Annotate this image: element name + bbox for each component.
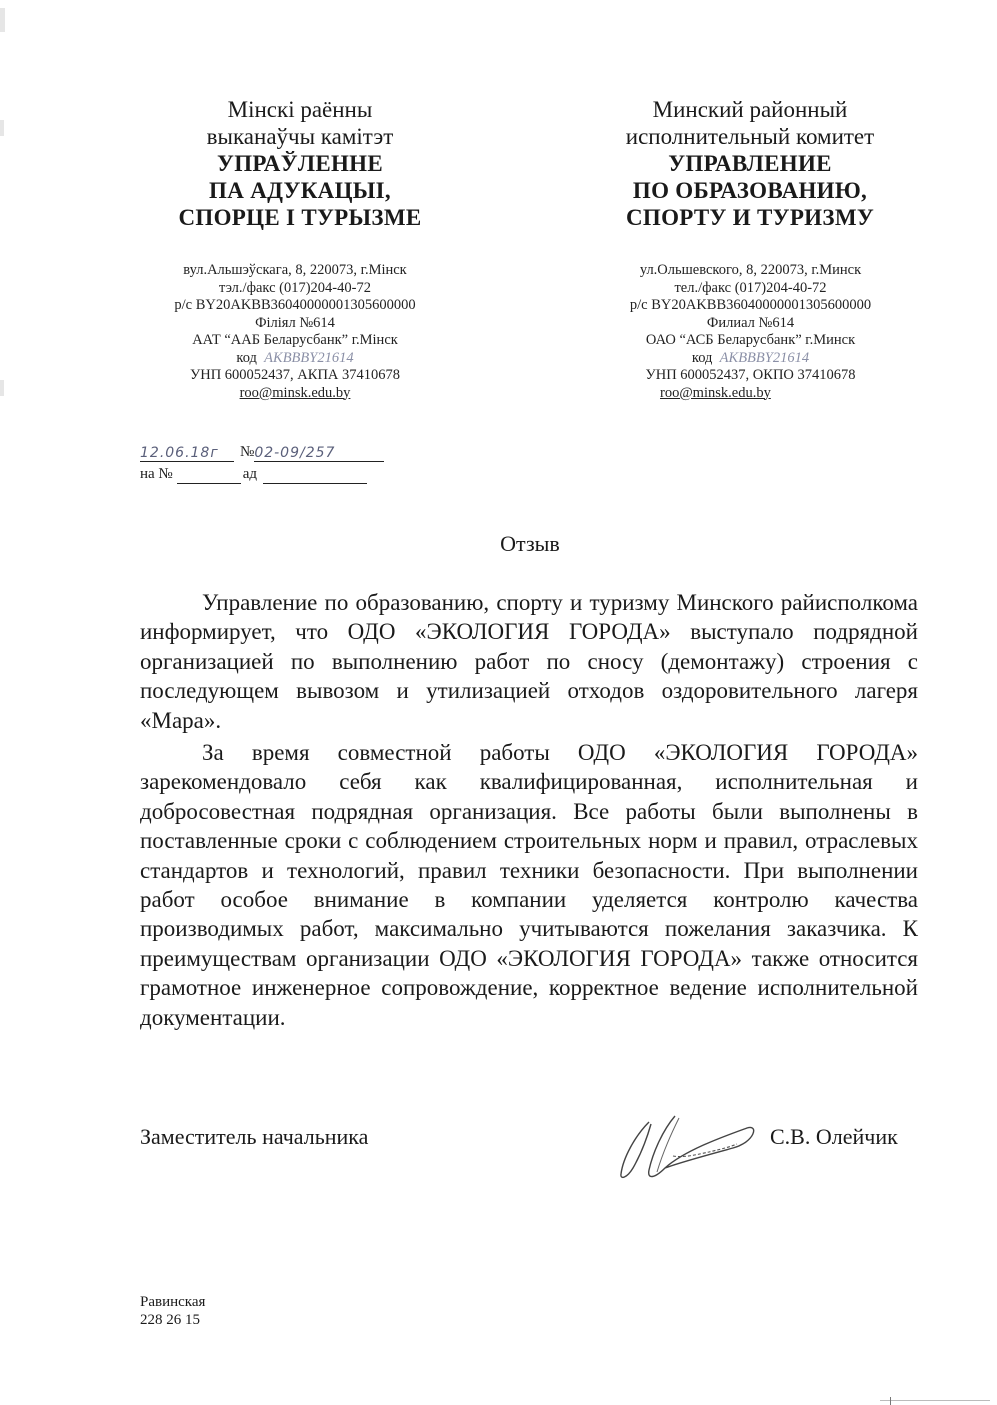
bank-branch: Філіял №614 bbox=[255, 314, 335, 331]
reply-label: на № bbox=[140, 466, 173, 482]
signatory-role: Заместитель начальника bbox=[140, 1124, 369, 1149]
org-name-line: исполнительный комитет bbox=[625, 124, 875, 149]
registration-block bbox=[140, 440, 400, 484]
reply-number-blank bbox=[177, 465, 241, 484]
letterhead-right-details bbox=[608, 262, 893, 402]
scan-artifact bbox=[0, 8, 5, 32]
bank-code-label: код bbox=[236, 349, 257, 366]
executor-info bbox=[140, 1293, 205, 1329]
tax-ids: УНП 600052437, АКПА 37410678 bbox=[189, 367, 401, 383]
bank-code-value: AKBBBY21614 bbox=[264, 349, 354, 366]
bank-code-value: AKBBBY21614 bbox=[719, 349, 810, 366]
phone: тел./факс (017)204-40-72 bbox=[674, 279, 827, 296]
letterhead-left bbox=[130, 96, 470, 231]
dept-name-line: ПА АДУКАЦЫІ, bbox=[209, 178, 391, 203]
body-paragraph: За время совместной работы ОДО «ЭКОЛОГИЯ ГОРОДА» зарекомендовало себя как квалифицированная, исполнительная и добросовестная подрядная организация. Все работы были выполнены в поставленные сроки с соблюдением строительных норм и правил, отраслевых стандартов и технологий, правил техники безопасности. При выполнении работ особое внимание в компании уделяется контролю качества производимых работ, максимально учитываются пожелания заказчика. К преимуществам организации ОДО «ЭКОЛОГИЯ ГОРОДА» также относится грамотное инженерное сопровождение, корректное ведение исполнительной документации. bbox=[140, 740, 918, 1030]
outgoing-number: 02-09/257 bbox=[254, 443, 384, 462]
outgoing-date: 12.06.18г bbox=[140, 443, 234, 462]
bank-name: ААТ “ААБ Беларусбанк” г.Мінск bbox=[192, 332, 398, 348]
incoming-reference bbox=[140, 462, 400, 484]
document-title: Отзыв bbox=[500, 531, 560, 556]
org-name-line: Мінскі раённы bbox=[227, 97, 373, 122]
body-paragraph: Управление по образованию, спорту и туризму Минского райисполкома информирует, что ОДО «ЭКОЛОГИЯ ГОРОДА» выступало подрядной организацией по выполнению работ по сносу (демонтажу) строения с последующем вывозом и утилизацией отходов оздоровительного лагеря «Мара». bbox=[140, 590, 918, 733]
executor-phone: 228 26 15 bbox=[140, 1312, 200, 1328]
executor-name: Равинская bbox=[140, 1294, 206, 1310]
org-name-line: выканаўчы камітэт bbox=[206, 124, 394, 149]
bank-code bbox=[140, 350, 450, 368]
dept-name-line: СПОРТУ И ТУРИЗМУ bbox=[625, 205, 875, 230]
scan-artifact bbox=[0, 380, 4, 396]
number-label: № bbox=[240, 444, 255, 460]
outgoing-registration bbox=[140, 440, 400, 462]
scan-edge-tick bbox=[890, 1397, 891, 1405]
bank-account: р/с BY20AKBB36040000001305600000 bbox=[174, 297, 416, 313]
dept-name-line: УПРАЎЛЕННЕ bbox=[217, 151, 383, 176]
scan-edge-line bbox=[880, 1400, 990, 1401]
letter-body bbox=[140, 588, 918, 1032]
letterhead-right bbox=[595, 96, 905, 231]
from-label: ад bbox=[242, 466, 258, 482]
bank-code bbox=[608, 350, 893, 368]
email-link[interactable]: roo@minsk.edu.by bbox=[660, 384, 771, 401]
handwritten-signature bbox=[615, 1108, 775, 1188]
dept-name-line: УПРАВЛЕНИЕ bbox=[668, 151, 832, 176]
tax-ids: УНП 600052437, ОКПО 37410678 bbox=[645, 367, 856, 383]
dept-name-line: ПО ОБРАЗОВАНИЮ, bbox=[632, 178, 868, 203]
dept-name-line: СПОРЦЕ І ТУРЫЗМЕ bbox=[178, 205, 422, 230]
address: ул.Ольшевского, 8, 220073, г.Минск bbox=[639, 262, 862, 278]
phone: тэл./факс (017)204-40-72 bbox=[219, 279, 371, 296]
bank-branch: Филиал №614 bbox=[706, 314, 795, 331]
bank-account: р/с BY20AKBB36040000001305600000 bbox=[629, 297, 872, 313]
org-name-line: Минский районный bbox=[652, 97, 848, 122]
bank-name: ОАО “АСБ Беларусбанк” г.Минск bbox=[645, 332, 856, 348]
signatory-name: С.В. Олейчик bbox=[770, 1124, 898, 1149]
letterhead-left-details bbox=[140, 262, 450, 402]
email-link[interactable]: roo@minsk.edu.by bbox=[239, 384, 351, 401]
address: вул.Альшэўскага, 8, 220073, г.Мінск bbox=[183, 262, 407, 278]
bank-code-label: код bbox=[691, 349, 713, 366]
reply-date-blank bbox=[263, 465, 367, 484]
scan-artifact bbox=[0, 120, 4, 136]
